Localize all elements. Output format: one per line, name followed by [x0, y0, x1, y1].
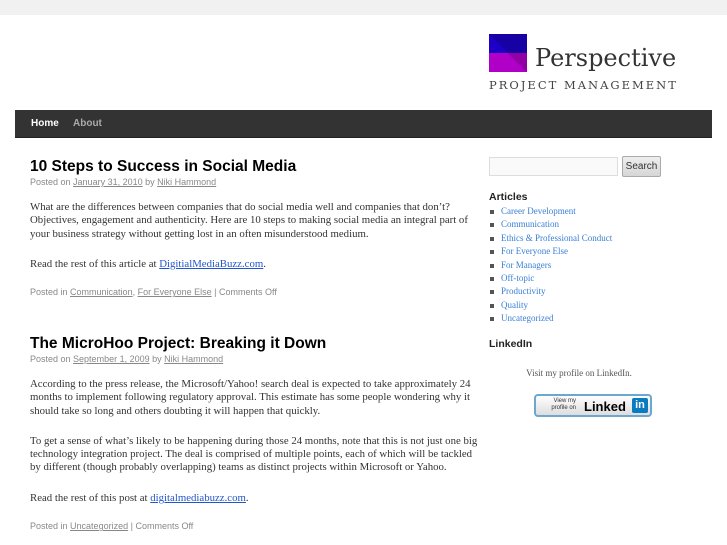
linkedin-profile-badge[interactable] [534, 394, 652, 417]
posted-in-label: Posted in [30, 521, 68, 532]
meta-by: by [145, 177, 155, 187]
period: . [245, 491, 249, 504]
logo-name: Perspective [535, 44, 677, 72]
posted-in-label: Posted in [30, 287, 68, 298]
linkedin-in-icon: in [632, 398, 648, 413]
search-button[interactable]: Search [622, 156, 661, 177]
post-footer: Posted in Communication, For Everyone Else | Comments Off [30, 287, 277, 298]
period: . [263, 257, 266, 270]
category-link[interactable]: For Everyone Else [137, 287, 212, 298]
author-link[interactable]: Niki Hammond [157, 177, 217, 187]
read-more-text: Read the rest of this article at [30, 257, 157, 270]
nav-about[interactable]: About [73, 118, 102, 129]
read-more-link[interactable]: DigitialMediaBuzz.com [159, 257, 264, 270]
page [0, 15, 727, 545]
read-more-text: Read the rest of this post at [30, 491, 148, 504]
category-item[interactable]: For Everyone Else [489, 245, 612, 258]
linkedin-text: Visit my profile on LinkedIn. [526, 368, 632, 378]
main-nav [15, 110, 712, 138]
comments-status: | Comments Off [130, 521, 194, 532]
category-link[interactable]: Communication [70, 287, 133, 298]
meta-label: Posted on [30, 354, 71, 364]
post-meta [30, 353, 480, 366]
post-paragraph: According to the press release, the Microsoft/Yahoo! search deal is expected to take approximately 24 months to implement following regulatory approval. This estimate has some people wondering why it should take so long and others doubting it will happen that quickly. [30, 378, 471, 417]
post-paragraph: What are the differences between companies that do social media well and companies that don’t? Objectives, engagement and authenticity. Here are 10 steps to making social media an integral part of your business strategy without getting lost in an often misunderstood medium. [30, 201, 468, 240]
category-item[interactable]: For Managers [489, 259, 612, 272]
post [30, 158, 480, 297]
logo-subtitle: PROJECT MANAGEMENT [489, 78, 678, 92]
badge-linked-text: Linked [584, 399, 626, 414]
category-item[interactable]: Ethics & Professional Conduct [489, 232, 612, 245]
post-date-link[interactable]: January 31, 2010 [73, 177, 143, 187]
comments-status: | Comments Off [214, 287, 277, 298]
category-item[interactable]: Communication [489, 218, 612, 231]
read-more [30, 258, 480, 271]
post [30, 335, 480, 531]
badge-small-text: View my profile on [551, 398, 576, 411]
articles-heading: Articles [489, 191, 528, 203]
search-input[interactable] [489, 157, 618, 176]
meta-label: Posted on [30, 177, 71, 187]
linkedin-heading: LinkedIn [489, 338, 533, 350]
post-paragraph: To get a sense of what’s likely to be happening during those 24 months, note that this is not just one big technology integration project. The deal is comprised of multiple points, each of which will be tackled by different (though probably overlapping) teams as distinct projects within Microsoft or Yahoo. [30, 434, 478, 474]
category-item[interactable]: Productivity [489, 285, 612, 298]
category-item[interactable]: Off-topic [489, 272, 612, 285]
nav-home[interactable]: Home [31, 118, 59, 129]
post-meta [30, 176, 480, 189]
meta-by: by [152, 354, 162, 364]
read-more-link[interactable]: digitalmediabuzz.com [150, 491, 246, 504]
category-list [489, 205, 612, 326]
post-date-link[interactable]: September 1, 2009 [73, 354, 150, 364]
category-link[interactable]: Uncategorized [70, 521, 129, 532]
category-item[interactable]: Uncategorized [489, 312, 612, 325]
post-title[interactable]: 10 Steps to Success in Social Media [30, 158, 297, 175]
category-item[interactable]: Career Development [489, 205, 612, 218]
logo-mark-icon [489, 34, 527, 72]
read-more [30, 492, 480, 505]
category-item[interactable]: Quality [489, 299, 612, 312]
author-link[interactable]: Niki Hammond [164, 354, 224, 364]
post-footer [30, 521, 480, 531]
post-title[interactable]: The MicroHoo Project: Breaking it Down [30, 335, 327, 352]
